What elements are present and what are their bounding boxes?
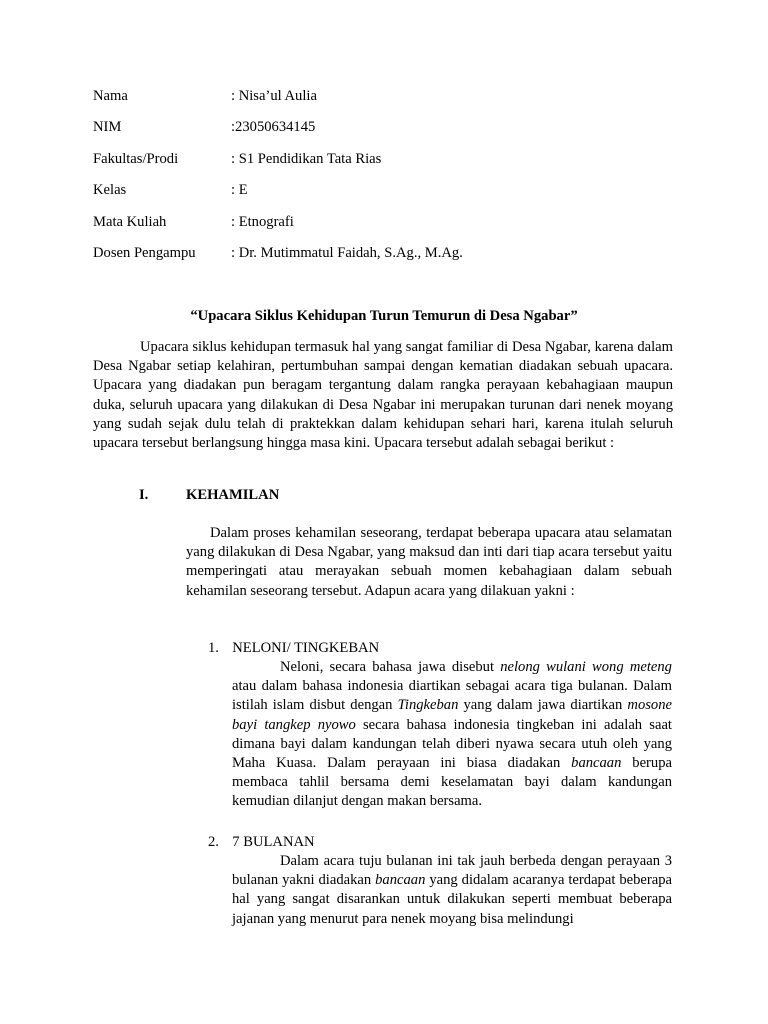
list-item-text xyxy=(232,659,672,809)
italic-term: Tingkeban xyxy=(397,697,459,714)
identity-value: : E xyxy=(231,182,248,198)
identity-label: Fakultas/Prodi xyxy=(93,151,179,167)
identity-label: Dosen Pengampu xyxy=(93,245,196,261)
identity-value: : S1 Pendidikan Tata Rias xyxy=(231,151,382,167)
list-item-number: 2. xyxy=(208,834,219,850)
list-item-heading xyxy=(208,638,379,658)
section-paragraph xyxy=(186,524,672,601)
intro-paragraph xyxy=(93,338,673,453)
text-run: yang didalam acaranya terdapat beberapa hal yang sangat disarankan untuk dilakukan seperti membuat beberapa jajanan yang menurut para nenek moyang bisa melindungi xyxy=(232,872,672,927)
list-item-heading xyxy=(208,832,315,852)
list-item-body xyxy=(232,658,672,812)
identity-value: : Nisa’ul Aulia xyxy=(231,88,317,104)
document-title: “Upacara Siklus Kehidupan Turun Temurun di Desa Ngabar” xyxy=(190,308,578,324)
italic-term: mosone bayi tangkep nyowo xyxy=(232,697,672,733)
list-item-title: 7 BULANAN xyxy=(232,834,315,850)
identity-label: Kelas xyxy=(93,182,127,198)
identity-value: : Etnografi xyxy=(231,214,294,230)
list-item-title: NELONI/ TINGKEBAN xyxy=(232,640,380,656)
identity-label: Mata Kuliah xyxy=(93,214,167,230)
text-run: secara bahasa indonesia tingkeban ini adalah saat dimana bayi dalam kandungan telah diberi nyawa secara utuh oleh yang Maha Kuasa. Dalam perayaan ini biasa diadakan xyxy=(232,716,672,772)
list-item-number: 1. xyxy=(208,640,219,656)
text-run: yang dalam jawa diartikan xyxy=(458,697,628,714)
section-text: Dalam proses kehamilan seseorang, terdapat beberapa upacara atau selamatan yang dilakukan di Desa Ngabar, yang maksud dan inti dari tiap acara tersebut yaitu memperingati atau merayakan sebuah momen kebahagiaan dalam sebuah kehamilan seseorang tersebut. Adapun acara yang dilakuan yakni : xyxy=(186,525,672,599)
intro-text: Upacara siklus kehidupan termasuk hal yang sangat familiar di Desa Ngabar, karena dalam Desa Ngabar setiap kelahiran, pertumbuhan sampai dengan kematian diadakan sebuah upacara. Upacara yang diadakan pun beragam tergantung dalam rangka perayaan kebahagiaan maupun duka, seluruh upacara yang dilakukan di Desa Ngabar ini merupakan turunan dari nenek moyang yang sudah sejak dulu telah di praktekkan dalam kehidupan sehari hari, karena itulah seluruh upacara tersebut berlangsung hingga masa kini. Upacara tersebut adalah sebagai berikut : xyxy=(93,339,673,452)
list-item-text xyxy=(232,853,672,927)
text-run: Dalam acara tuju bulanan ini tak jauh berbeda dengan perayaan 3 bulanan yakni diadakan xyxy=(232,853,672,889)
identity-label: NIM xyxy=(93,119,122,135)
italic-term: nelong wulani wong meteng xyxy=(500,659,672,675)
text-run: berupa membaca tahlil bersama demi keselamatan bayi dalam kandungan kemudian dilanjut dengan makan bersama. xyxy=(232,755,672,810)
list-item-body xyxy=(232,852,672,929)
text-run: atau dalam bahasa indonesia diartikan sebagai acara tiga bulanan. Dalam istilah islam disbut dengan xyxy=(232,678,672,714)
section-number: I. xyxy=(139,487,149,503)
italic-term: bancaan xyxy=(571,755,622,772)
identity-value: : Dr. Mutimmatul Faidah, S.Ag., M.Ag. xyxy=(231,245,463,261)
identity-label: Nama xyxy=(93,88,128,104)
italic-term: bancaan xyxy=(375,872,426,889)
identity-value: :23050634145 xyxy=(231,119,316,135)
text-run: Neloni, secara bahasa jawa disebut xyxy=(280,659,501,675)
section-title: KEHAMILAN xyxy=(186,487,280,503)
